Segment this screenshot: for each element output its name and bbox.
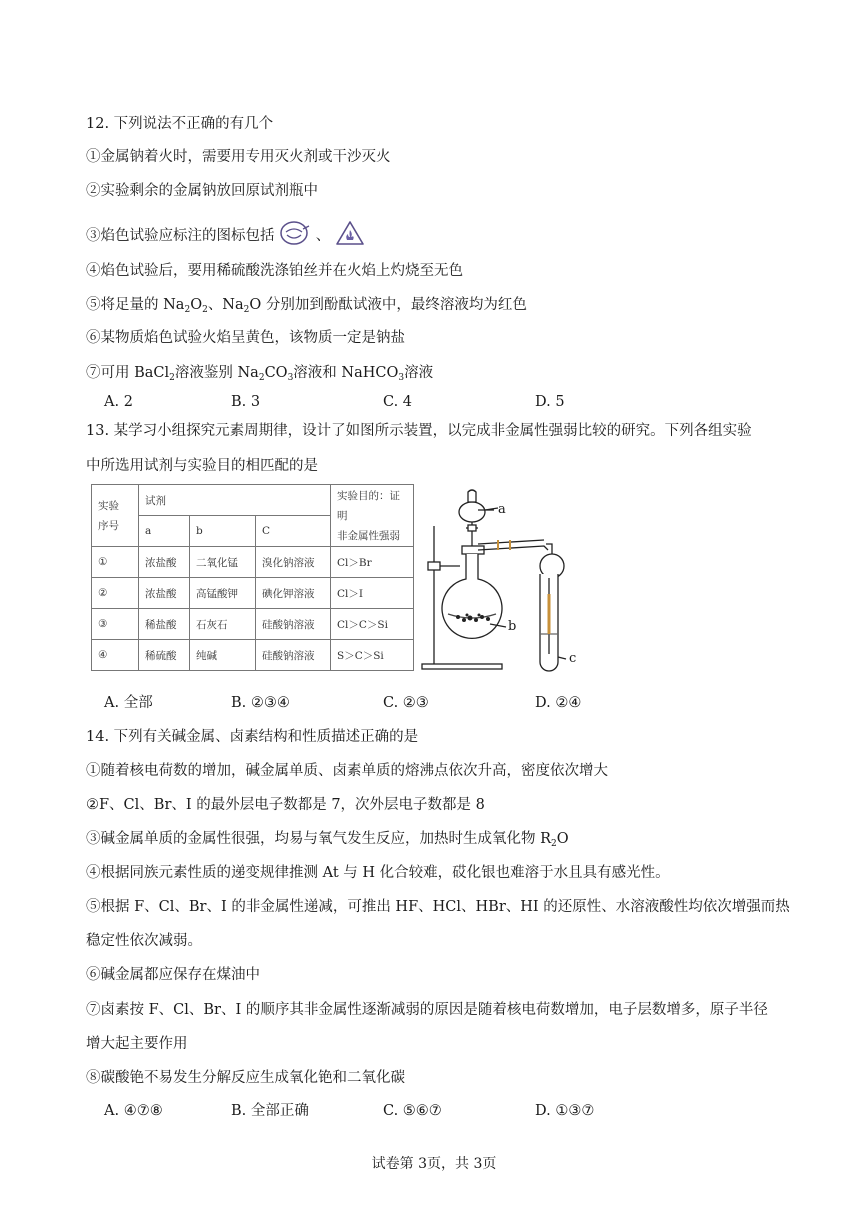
q12-statement-1: ①金属钠着火时，需要用专用灭火剂或干沙灭火: [86, 149, 391, 165]
table-row: ④ 稀硫酸 纯碱 硅酸钠溶液 S＞C＞Si: [92, 640, 414, 671]
q13-option-a: A. 全部: [104, 695, 153, 711]
table-row: ③ 稀盐酸 石灰石 硅酸钠溶液 Cl＞C＞Si: [92, 609, 414, 640]
q12-statement-3: [86, 220, 365, 252]
q14-statement-4: ④根据同族元素性质的递变规律推测 At 与 H 化合较难，砹化银也难溶于水且具有感光性。: [86, 865, 670, 881]
table-header-b: b: [190, 516, 256, 547]
q12-statement-3-separator: 、: [315, 228, 331, 244]
q12-option-a: A. 2: [104, 394, 133, 410]
q12-option-d: D. 5: [535, 394, 565, 410]
q14-option-d: D. ①③⑦: [535, 1103, 595, 1119]
q14-statement-6: ⑥碱金属都应保存在煤油中: [86, 967, 260, 983]
table-header-reagent: 试剂: [139, 485, 331, 516]
table-header-a: a: [139, 516, 190, 547]
q12-statement-3-text: ③焰色试验应标注的图标包括: [86, 228, 275, 244]
q14-statement-8: ⑧碳酸铯不易发生分解反应生成氧化铯和二氧化碳: [86, 1070, 405, 1086]
open-flame-warning-icon: [335, 220, 365, 252]
table-header-seq: 实验 序号: [92, 485, 139, 547]
q14-option-a: A. ④⑦⑧: [104, 1103, 163, 1119]
q13-option-c: C. ②③: [383, 695, 429, 711]
q12-statement-7: ⑦可用 BaCl$_2$溶液鉴别 $Na_2CO_3$溶液和 NaHCO$_3$溶液: [86, 365, 434, 383]
q12-statement-5: ⑤将足量的 $Na_2O_2$、$Na_2O$ 分别加到酚酞试液中，最终溶液均为红色: [86, 297, 527, 315]
q12-option-c: C. 4: [383, 394, 413, 410]
table-row: ② 浓盐酸 高锰酸钾 碘化钾溶液 Cl＞I: [92, 578, 414, 609]
q13-title-cont: 中所选用试剂与实验目的相匹配的是: [86, 458, 318, 474]
separatory-funnel: [459, 502, 485, 522]
stand-base: [422, 664, 502, 669]
q12-statement-2: ②实验剩余的金属钠放回原试剂瓶中: [86, 183, 318, 199]
q13-option-b: B. ②③④: [231, 695, 290, 711]
q12-option-b: B. 3: [231, 394, 261, 410]
q12-statement-4: ④焰色试验后，要用稀硫酸洗涤铂丝并在火焰上灼烧至无色: [86, 263, 463, 279]
q14-statement-2: ②F、Cl、Br、I 的最外层电子数都是 7，次外层电子数都是 8: [86, 797, 485, 813]
q14-statement-3: ③碱金属单质的金属性很强，均易与氧气发生反应，加热时生成氧化物 $R_2O$: [86, 831, 569, 849]
q12-statement-6: ⑥某物质焰色试验火焰呈黄色，该物质一定是钠盐: [86, 330, 405, 346]
q14-statement-7: ⑦卤素按 F、Cl、Br、I 的顺序其非金属性逐渐减弱的原因是随着核电荷数增加，电子层数增多，原子半径: [86, 1002, 768, 1018]
q12-title: 12. 下列说法不正确的有几个: [86, 116, 274, 132]
apparatus-label-a: a: [498, 502, 506, 517]
q14-statement-5: ⑤根据 F、Cl、Br、I 的非金属性递减，可推出 HF、HCl、HBr、HI 的还原性、水溶液酸性均依次增强而热: [86, 899, 790, 915]
apparatus-label-c: c: [569, 651, 577, 666]
q14-statement-7-cont: 增大起主要作用: [86, 1036, 188, 1052]
q14-statement-1: ①随着核电荷数的增加，碱金属单质、卤素单质的熔沸点依次升高，密度依次增大: [86, 763, 608, 779]
q14-title: 14. 下列有关碱金属、卤素结构和性质描述正确的是: [86, 729, 419, 745]
q13-title: 13. 某学习小组探究元素周期律，设计了如图所示装置，以完成非金属性强弱比较的研究。下列各组实验: [86, 423, 752, 439]
q14-option-c: C. ⑤⑥⑦: [383, 1103, 442, 1119]
apparatus-label-b: b: [508, 619, 517, 634]
page-footer: 试卷第 3页，共 3页: [371, 1156, 497, 1172]
table-header-c: C: [256, 516, 331, 547]
q14-statement-5-cont: 稳定性依次减弱。: [86, 933, 202, 949]
hot-surface-warning-icon: [279, 220, 311, 252]
q13-experiment-table: [91, 484, 414, 671]
q13-option-d: D. ②④: [535, 695, 582, 711]
table-header-goal: 实验目的：证明 非金属性强弱: [331, 485, 414, 547]
table-row: ① 浓盐酸 二氧化锰 溴化钠溶液 Cl＞Br: [92, 547, 414, 578]
round-bottom-flask: [442, 554, 502, 638]
q14-option-b: B. 全部正确: [231, 1103, 309, 1119]
